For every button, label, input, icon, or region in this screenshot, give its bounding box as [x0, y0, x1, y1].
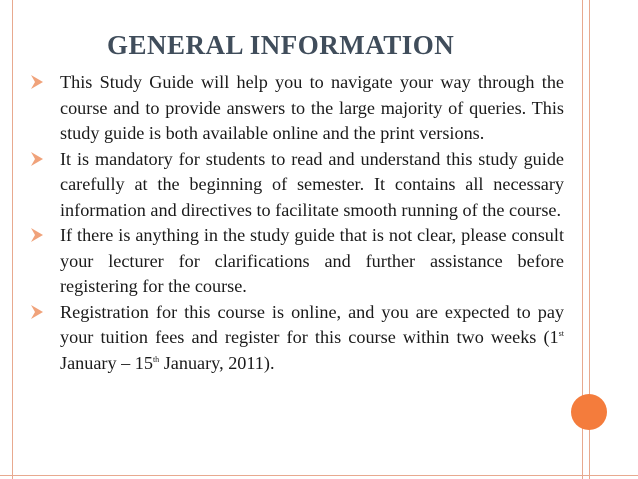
bullet-text	[60, 302, 564, 373]
bullet-arrow-icon	[30, 149, 52, 169]
bullet-text: If there is anything in the study guide that is not clear, please consult your lecturer for clarifications and further assistance before registering for the course.	[60, 225, 564, 296]
bullet-item	[30, 147, 564, 224]
bullet-item	[30, 300, 564, 377]
ordinal-suffix: st	[558, 328, 564, 338]
frame-left-line	[12, 0, 13, 479]
bullet-arrow-icon	[30, 302, 52, 322]
bullet-text: It is mandatory for students to read and understand this study guide carefully at the beginning of semester. It contains all necessary information and directives to facilitate smooth running of the course.	[60, 148, 564, 220]
bullet-arrow-icon	[30, 225, 52, 245]
frame-bottom-line	[0, 475, 638, 476]
bullet-list	[30, 70, 564, 376]
accent-dot	[571, 394, 607, 430]
bullet-item	[30, 70, 564, 147]
slide-title: GENERAL INFORMATION	[107, 30, 455, 60]
bullet-item	[30, 223, 564, 300]
bullet-arrow-icon	[30, 72, 52, 92]
ordinal-suffix: th	[152, 354, 160, 364]
bullet-text-end: January, 2011).	[159, 352, 275, 373]
bullet-text-main: Registration for this course is online, and you are expected to pay your tuition fees and register for this course within two weeks (1	[60, 301, 564, 347]
bullet-text: This Study Guide will help you to navigate your way through the course and to provide answers to the large majority of queries. This study guide is both available online and the print versions.	[60, 72, 564, 143]
bullet-text-mid: January – 15	[60, 352, 153, 373]
